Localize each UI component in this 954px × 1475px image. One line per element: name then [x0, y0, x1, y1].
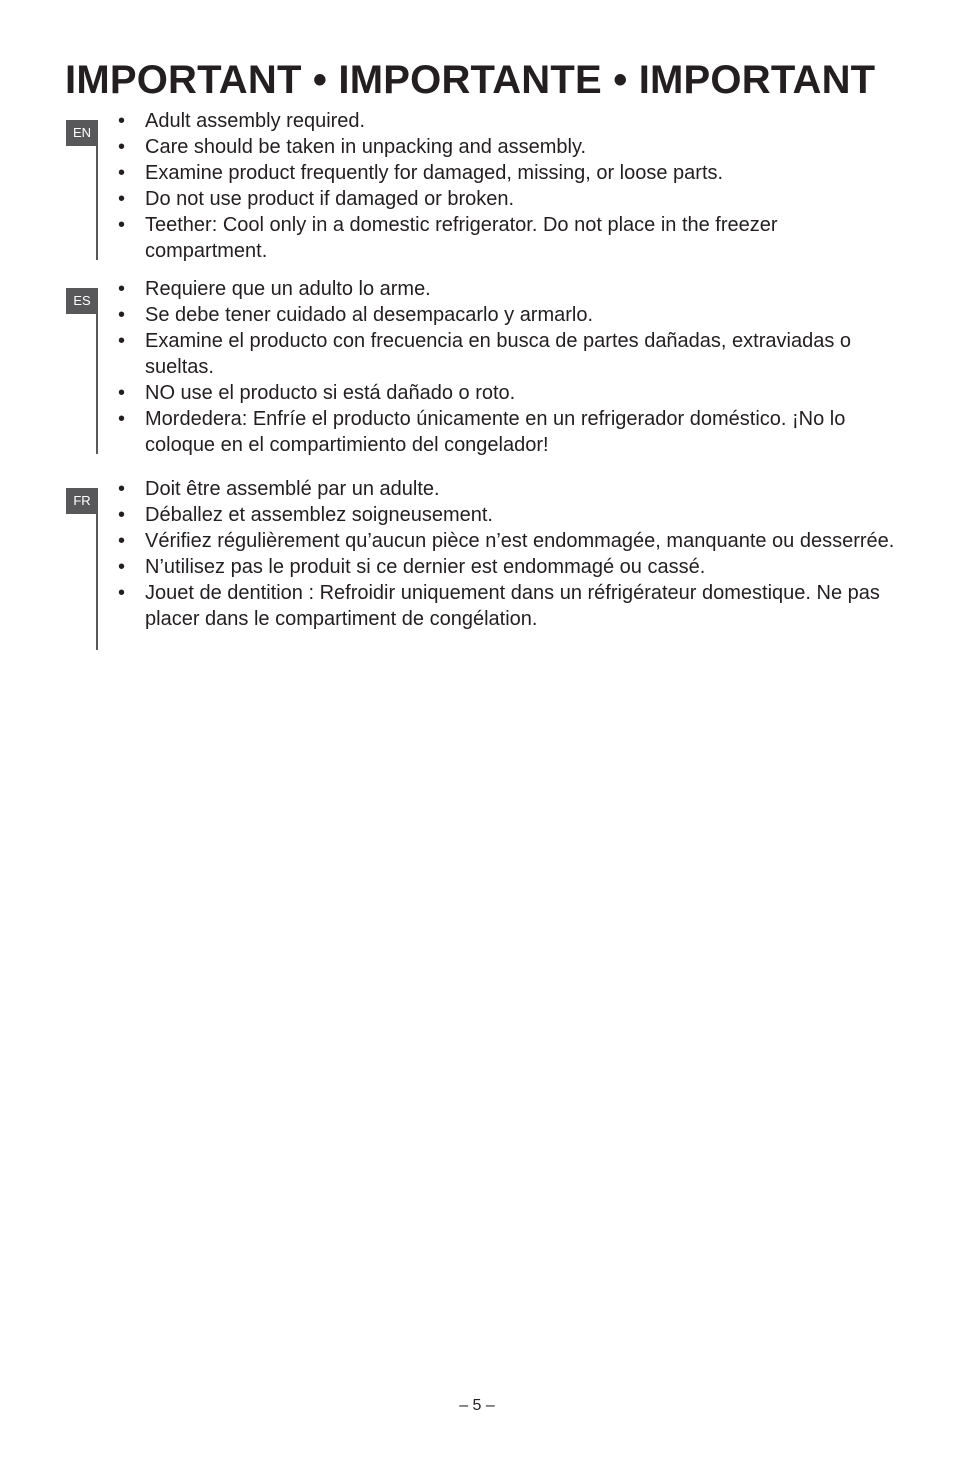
list-item	[118, 302, 898, 328]
list-item-text: Doit être assemblé par un adulte.	[145, 478, 440, 500]
bullet-icon: •	[118, 408, 126, 430]
bullet-icon: •	[118, 330, 126, 352]
warning-list-fr	[118, 476, 898, 632]
bullet-icon: •	[118, 530, 126, 552]
list-item	[118, 212, 898, 264]
list-item	[118, 502, 898, 528]
list-item-text: Mordedera: Enfríe el producto únicamente en un refrigerador doméstico. ¡No lo coloque en el compartimiento del congelador!	[145, 408, 846, 456]
list-item-text: Do not use product if damaged or broken.	[145, 188, 515, 210]
list-item-text: Examine product frequently for damaged, missing, or loose parts.	[145, 162, 724, 184]
page-title: IMPORTANT • IMPORTANTE • IMPORTANT	[65, 58, 876, 102]
list-item-text: Se debe tener cuidado al desempacarlo y armarlo.	[145, 304, 594, 326]
section-divider-line	[96, 488, 98, 650]
list-item	[118, 554, 898, 580]
list-item	[118, 406, 898, 458]
list-item	[118, 134, 898, 160]
language-tag-es: ES	[66, 288, 98, 314]
section-divider-line	[96, 120, 98, 260]
list-item-text: Teether: Cool only in a domestic refrigerator. Do not place in the freezer compartment.	[145, 214, 778, 262]
list-item-text: Adult assembly required.	[145, 110, 366, 132]
warning-list-en	[118, 108, 898, 264]
section-divider-line	[96, 288, 98, 454]
language-tag-en: EN	[66, 120, 98, 146]
page-number: – 5 –	[459, 1397, 495, 1414]
list-item	[118, 528, 898, 554]
bullet-icon: •	[118, 188, 126, 210]
list-item-text: N’utilisez pas le produit si ce dernier est endommagé ou cassé.	[145, 556, 706, 578]
list-item	[118, 276, 898, 302]
bullet-icon: •	[118, 304, 126, 326]
warning-list-es	[118, 276, 898, 458]
bullet-icon: •	[118, 214, 126, 236]
list-item	[118, 108, 898, 134]
list-item	[118, 476, 898, 502]
bullet-icon: •	[118, 382, 126, 404]
list-item-text: Déballez et assemblez soigneusement.	[145, 504, 493, 526]
list-item-text: Examine el producto con frecuencia en busca de partes dañadas, extraviadas o sueltas.	[145, 330, 851, 378]
list-item-text: Vérifiez régulièrement qu’aucun pièce n’est endommagée, manquante ou desserrée.	[145, 530, 895, 552]
list-item	[118, 380, 898, 406]
list-item	[118, 328, 898, 380]
list-item	[118, 580, 898, 632]
bullet-icon: •	[118, 162, 126, 184]
bullet-icon: •	[118, 110, 126, 132]
bullet-icon: •	[118, 556, 126, 578]
bullet-icon: •	[118, 136, 126, 158]
bullet-icon: •	[118, 278, 126, 300]
bullet-icon: •	[118, 478, 126, 500]
list-item	[118, 186, 898, 212]
list-item	[118, 160, 898, 186]
list-item-text: NO use el producto si está dañado o roto.	[145, 382, 516, 404]
list-item-text: Care should be taken in unpacking and assembly.	[145, 136, 587, 158]
bullet-icon: •	[118, 582, 126, 604]
language-tag-fr: FR	[66, 488, 98, 514]
list-item-text: Requiere que un adulto lo arme.	[145, 278, 431, 300]
bullet-icon: •	[118, 504, 126, 526]
list-item-text: Jouet de dentition : Refroidir uniquement dans un réfrigérateur domestique. Ne pas placer dans le compartiment de congélation.	[145, 582, 880, 630]
